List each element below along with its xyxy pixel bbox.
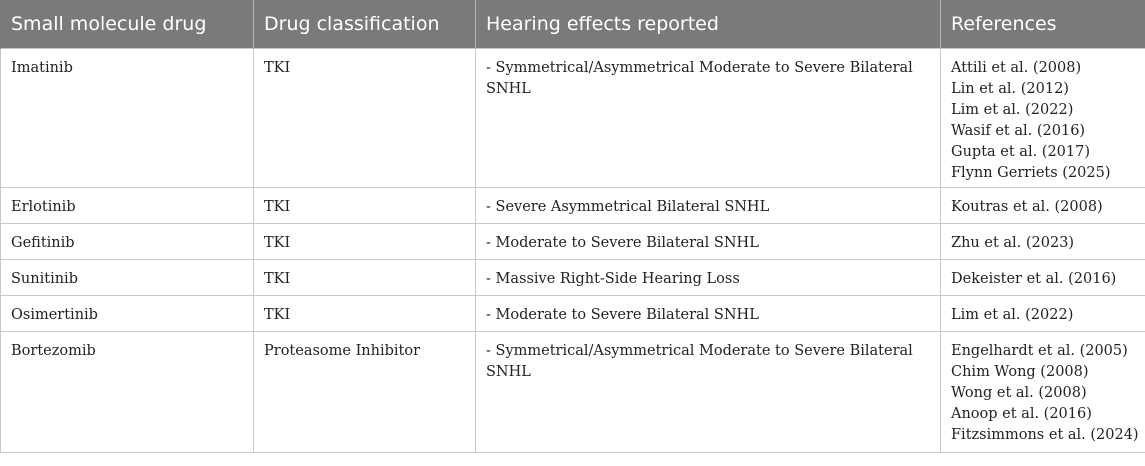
effects-cell: - Symmetrical/Asymmetrical Moderate to Severe Bilateral SNHL xyxy=(476,48,941,187)
effects-cell: - Symmetrical/Asymmetrical Moderate to Severe Bilateral SNHL xyxy=(476,331,941,452)
drug-cell: Erlotinib xyxy=(1,187,254,223)
reference: Fitzsimmons et al. (2024) xyxy=(951,426,1139,443)
reference: Zhu et al. (2023) xyxy=(951,234,1075,251)
references-cell xyxy=(941,295,1145,331)
header-drug-classification: Drug classification xyxy=(254,0,476,48)
reference: Koutras et al. (2008) xyxy=(951,198,1103,215)
header-hearing-effects: Hearing effects reported xyxy=(476,0,941,48)
table-row xyxy=(1,223,1145,259)
reference: Lim et al. (2022) xyxy=(951,101,1074,118)
reference: Wong et al. (2008) xyxy=(951,384,1087,401)
drug-cell: Bortezomib xyxy=(1,331,254,452)
references-cell xyxy=(941,187,1145,223)
references-cell xyxy=(941,259,1145,295)
references-cell xyxy=(941,223,1145,259)
header-row xyxy=(1,0,1145,48)
classification-cell: TKI xyxy=(254,295,476,331)
header-small-molecule-drug: Small molecule drug xyxy=(1,0,254,48)
reference: Anoop et al. (2016) xyxy=(951,405,1092,422)
table-row xyxy=(1,295,1145,331)
reference: Wasif et al. (2016) xyxy=(951,122,1086,139)
table-row xyxy=(1,259,1145,295)
reference: Dekeister et al. (2016) xyxy=(951,270,1117,287)
drug-cell: Sunitinib xyxy=(1,259,254,295)
effects-cell: - Massive Right-Side Hearing Loss xyxy=(476,259,941,295)
classification-cell: Proteasome Inhibitor xyxy=(254,331,476,452)
reference: Lim et al. (2022) xyxy=(951,306,1074,323)
drug-cell: Gefitinib xyxy=(1,223,254,259)
references-cell xyxy=(941,48,1145,187)
reference: Lin et al. (2012) xyxy=(951,80,1069,97)
reference: Flynn Gerriets (2025) xyxy=(951,164,1111,181)
references-cell xyxy=(941,331,1145,452)
reference: Gupta et al. (2017) xyxy=(951,143,1091,160)
classification-cell: TKI xyxy=(254,187,476,223)
classification-cell: TKI xyxy=(254,48,476,187)
reference: Attili et al. (2008) xyxy=(951,59,1082,76)
effects-cell: - Severe Asymmetrical Bilateral SNHL xyxy=(476,187,941,223)
classification-cell: TKI xyxy=(254,223,476,259)
drug-cell: Imatinib xyxy=(1,48,254,187)
drug-cell: Osimertinib xyxy=(1,295,254,331)
header-references: References xyxy=(941,0,1145,48)
reference: Chim Wong (2008) xyxy=(951,363,1089,380)
table-row xyxy=(1,331,1145,452)
effects-cell: - Moderate to Severe Bilateral SNHL xyxy=(476,223,941,259)
table-row xyxy=(1,48,1145,187)
classification-cell: TKI xyxy=(254,259,476,295)
reference: Engelhardt et al. (2005) xyxy=(951,342,1128,359)
effects-cell: - Moderate to Severe Bilateral SNHL xyxy=(476,295,941,331)
table-row xyxy=(1,187,1145,223)
